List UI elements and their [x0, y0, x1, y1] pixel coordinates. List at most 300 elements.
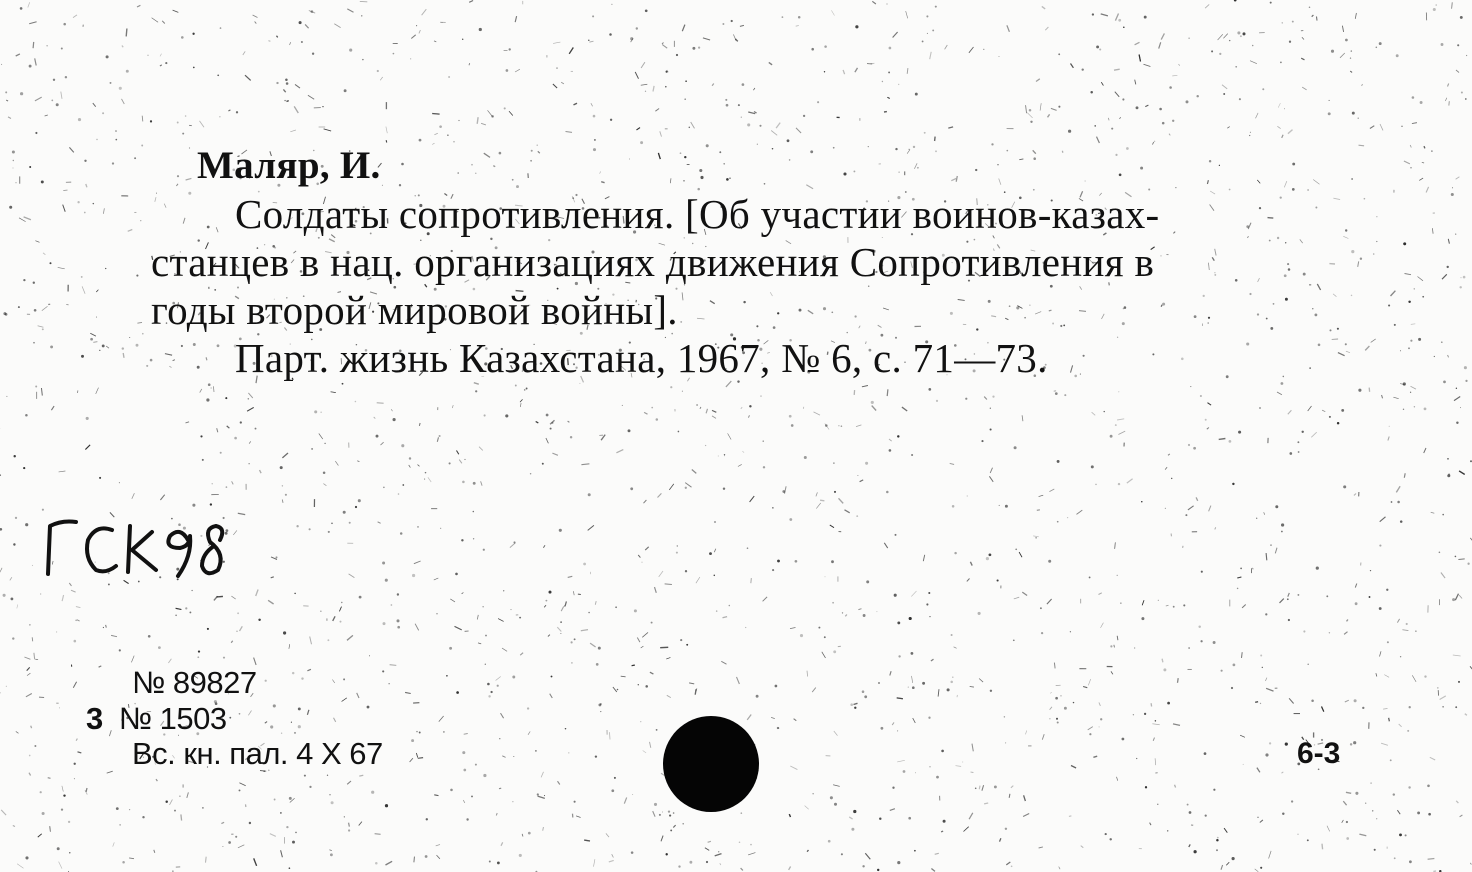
paper-speck [1360, 258, 1362, 260]
paper-speck [1281, 523, 1284, 526]
paper-speck [1005, 742, 1006, 743]
paper-speck [645, 547, 649, 550]
paper-speck [741, 407, 742, 409]
paper-speck [1470, 863, 1471, 865]
paper-speck [410, 758, 413, 762]
paper-speck [29, 755, 31, 757]
paper-speck [1100, 718, 1102, 720]
paper-speck [81, 276, 83, 278]
paper-speck [546, 414, 549, 417]
paper-speck [1042, 734, 1044, 740]
paper-speck [129, 337, 130, 338]
paper-speck [1322, 410, 1325, 412]
paper-speck [1145, 105, 1148, 107]
paper-speck [845, 615, 847, 617]
paper-speck [226, 486, 228, 488]
paper-speck [1096, 45, 1099, 48]
paper-speck [349, 574, 355, 578]
paper-speck [724, 454, 725, 455]
paper-speck [1006, 862, 1010, 865]
paper-speck [274, 799, 276, 801]
paper-speck [295, 832, 297, 834]
paper-speck [1408, 347, 1410, 349]
paper-speck [1050, 707, 1052, 710]
paper-speck [1353, 741, 1356, 744]
paper-speck [887, 97, 889, 98]
paper-speck [1449, 101, 1450, 105]
paper-speck [106, 625, 107, 628]
paper-speck [1391, 291, 1396, 296]
paper-speck [189, 611, 191, 613]
paper-speck [1457, 44, 1459, 46]
paper-speck [1221, 670, 1223, 672]
paper-speck [907, 68, 908, 74]
paper-speck [1396, 54, 1399, 57]
paper-speck [42, 388, 43, 396]
paper-speck [967, 495, 968, 496]
paper-speck [803, 115, 805, 117]
paper-speck [77, 620, 80, 621]
paper-speck [1341, 409, 1344, 412]
paper-speck [481, 123, 486, 125]
paper-speck [789, 518, 792, 521]
paper-speck [1040, 103, 1041, 110]
paper-speck [745, 627, 746, 628]
paper-speck [411, 739, 414, 742]
paper-speck [1111, 671, 1113, 674]
paper-speck [718, 851, 719, 852]
paper-speck [240, 421, 242, 423]
paper-speck [1159, 108, 1162, 111]
paper-speck [59, 862, 62, 869]
paper-speck [181, 345, 183, 347]
paper-speck [892, 722, 894, 725]
paper-speck [1394, 324, 1396, 326]
paper-speck [176, 608, 182, 609]
paper-speck [176, 184, 178, 186]
paper-speck [1165, 508, 1166, 509]
paper-speck [65, 76, 67, 78]
paper-speck [864, 695, 867, 698]
paper-speck [311, 448, 313, 450]
paper-speck [1233, 664, 1236, 667]
paper-speck [790, 766, 797, 770]
paper-speck [763, 466, 765, 468]
paper-speck [147, 55, 148, 56]
paper-speck [382, 562, 385, 565]
paper-speck [6, 396, 7, 397]
paper-speck [447, 134, 449, 136]
paper-speck [804, 456, 807, 459]
paper-speck [1343, 485, 1346, 488]
paper-speck [181, 36, 184, 39]
paper-speck [911, 454, 913, 456]
paper-speck [615, 606, 617, 608]
paper-speck [706, 861, 708, 863]
paper-speck [158, 646, 161, 649]
paper-speck [1397, 501, 1400, 504]
paper-speck [1249, 135, 1250, 136]
paper-speck [789, 867, 791, 870]
paper-speck [1190, 386, 1191, 387]
paper-speck [341, 602, 342, 603]
paper-speck [397, 626, 400, 629]
paper-speck [897, 698, 903, 699]
paper-speck [854, 703, 858, 704]
paper-speck [99, 477, 101, 479]
paper-speck [62, 595, 64, 601]
paper-speck [211, 387, 212, 388]
paper-speck [908, 686, 909, 687]
paper-speck [1265, 613, 1267, 615]
paper-speck [926, 603, 928, 605]
paper-speck [239, 789, 241, 791]
paper-speck [1270, 2, 1272, 4]
paper-speck [50, 826, 51, 832]
paper-speck [1344, 632, 1347, 635]
paper-speck [339, 607, 341, 612]
paper-speck [641, 562, 642, 563]
paper-speck [234, 437, 237, 440]
paper-speck [61, 47, 63, 49]
paper-speck [1039, 847, 1043, 848]
paper-speck [1403, 409, 1404, 410]
paper-speck [347, 635, 353, 640]
paper-speck [1135, 80, 1136, 85]
paper-speck [588, 525, 594, 530]
paper-speck [1410, 392, 1411, 393]
paper-speck [513, 756, 514, 757]
paper-speck [225, 397, 227, 399]
paper-speck [570, 436, 572, 438]
paper-speck [286, 826, 288, 828]
description-line: Солдаты сопротивления. [Об участии воинов-казах- [235, 191, 1160, 237]
paper-speck [1033, 536, 1039, 537]
paper-speck [355, 506, 357, 508]
paper-speck [855, 68, 858, 72]
paper-speck [705, 848, 709, 851]
paper-speck [1424, 448, 1426, 453]
paper-speck [491, 115, 494, 118]
paper-speck [247, 407, 254, 411]
paper-speck [1169, 86, 1172, 89]
paper-speck [294, 732, 296, 734]
paper-speck [217, 74, 219, 76]
paper-speck [560, 621, 562, 623]
paper-speck [464, 734, 468, 735]
paper-speck [5, 91, 7, 93]
paper-speck [496, 813, 497, 815]
paper-speck [59, 707, 60, 708]
paper-speck [1466, 55, 1467, 56]
paper-speck [142, 116, 143, 122]
paper-speck [1064, 394, 1066, 396]
paper-speck [280, 812, 282, 814]
paper-speck [1302, 431, 1304, 433]
paper-speck [419, 423, 420, 426]
paper-speck [924, 132, 926, 134]
paper-speck [371, 791, 374, 794]
paper-speck [1167, 830, 1168, 831]
paper-speck [990, 428, 992, 430]
paper-speck [596, 663, 599, 666]
paper-speck [1088, 679, 1090, 685]
description-line: годы второй мировой войны]. [151, 287, 678, 333]
paper-speck [763, 597, 768, 601]
paper-speck [872, 406, 876, 411]
paper-speck [682, 823, 684, 825]
paper-speck [273, 704, 276, 707]
paper-speck [609, 860, 614, 862]
paper-speck [954, 552, 956, 554]
paper-speck [1428, 813, 1431, 816]
paper-speck [509, 48, 511, 50]
paper-speck [126, 29, 127, 37]
paper-speck [458, 120, 459, 121]
paper-speck [898, 84, 899, 85]
paper-speck [1400, 656, 1401, 657]
paper-speck [645, 91, 646, 92]
paper-speck [344, 89, 347, 92]
paper-speck [13, 160, 14, 161]
paper-speck [152, 18, 159, 23]
paper-speck [249, 441, 251, 443]
paper-speck [650, 672, 654, 674]
paper-speck [1403, 242, 1406, 245]
paper-speck [23, 279, 25, 281]
paper-speck [812, 688, 816, 693]
paper-speck [795, 560, 798, 563]
paper-speck [478, 643, 481, 644]
paper-speck [1187, 804, 1189, 806]
paper-speck [1442, 274, 1447, 279]
paper-speck [822, 652, 826, 658]
paper-speck [150, 120, 152, 122]
paper-speck [789, 814, 790, 817]
paper-speck [1435, 4, 1437, 6]
paper-speck [741, 812, 743, 814]
paper-speck [813, 793, 814, 794]
paper-speck [1442, 706, 1444, 708]
paper-speck [1169, 134, 1170, 136]
paper-speck [249, 822, 251, 824]
paper-speck [1237, 31, 1240, 34]
paper-speck [1411, 324, 1416, 325]
paper-speck [275, 556, 277, 558]
paper-speck [237, 612, 239, 614]
paper-speck [831, 10, 834, 15]
paper-speck [455, 626, 462, 630]
paper-speck [1213, 789, 1215, 791]
paper-speck [684, 98, 686, 100]
paper-speck [1288, 410, 1292, 414]
paper-speck [557, 627, 561, 631]
paper-speck [301, 41, 303, 43]
paper-speck [223, 657, 225, 659]
paper-speck [544, 795, 545, 796]
paper-speck [1, 810, 6, 815]
paper-speck [737, 677, 740, 684]
paper-speck [720, 863, 721, 865]
paper-speck [381, 442, 384, 445]
paper-speck [749, 405, 751, 407]
paper-speck [281, 733, 282, 734]
paper-speck [796, 26, 799, 27]
paper-speck [803, 407, 804, 409]
paper-speck [983, 49, 984, 50]
paper-speck [99, 350, 100, 351]
paper-speck [1179, 64, 1180, 66]
paper-speck [588, 493, 591, 496]
paper-speck [1329, 100, 1330, 101]
paper-speck [248, 711, 251, 716]
paper-speck [119, 482, 120, 483]
paper-speck [283, 631, 286, 634]
paper-speck [898, 655, 900, 657]
paper-speck [538, 796, 545, 798]
paper-speck [510, 609, 511, 610]
paper-speck [897, 861, 900, 864]
paper-speck [93, 203, 94, 204]
paper-speck [872, 1, 876, 4]
paper-speck [965, 398, 967, 400]
paper-speck [160, 65, 162, 66]
paper-speck [141, 145, 143, 147]
paper-speck [552, 453, 558, 455]
paper-speck [1379, 42, 1382, 45]
paper-speck [1092, 412, 1096, 415]
paper-speck [477, 117, 478, 124]
paper-speck [589, 41, 593, 42]
paper-speck [1218, 34, 1223, 40]
paper-speck [477, 615, 478, 620]
paper-speck [102, 112, 104, 114]
paper-speck [1207, 428, 1209, 430]
paper-speck [197, 656, 199, 658]
paper-speck [708, 841, 711, 842]
paper-speck [42, 328, 44, 330]
paper-speck [439, 125, 442, 128]
paper-speck [312, 53, 314, 55]
paper-speck [1250, 61, 1257, 64]
paper-speck [682, 391, 683, 392]
paper-speck [1110, 435, 1113, 438]
paper-speck [111, 635, 117, 636]
paper-speck [473, 538, 474, 539]
paper-speck [769, 62, 772, 64]
paper-speck [1189, 844, 1190, 847]
paper-speck [1231, 687, 1233, 689]
paper-speck [436, 613, 437, 614]
paper-speck [418, 758, 423, 759]
paper-speck [1397, 810, 1400, 814]
paper-speck [479, 447, 483, 451]
paper-speck [612, 854, 614, 857]
paper-speck [641, 84, 648, 85]
paper-speck [718, 455, 719, 456]
paper-speck [676, 552, 678, 554]
paper-speck [1410, 167, 1411, 168]
paper-speck [651, 622, 653, 624]
paper-speck [1441, 43, 1444, 46]
paper-speck [1260, 655, 1262, 657]
paper-speck [943, 820, 946, 823]
paper-speck [1291, 800, 1293, 802]
paper-speck [19, 218, 26, 222]
paper-speck [689, 683, 694, 684]
paper-speck [1317, 17, 1318, 21]
paper-speck [40, 593, 41, 594]
paper-speck [1240, 735, 1245, 737]
paper-speck [1389, 718, 1390, 722]
paper-speck [449, 462, 451, 464]
paper-speck [1388, 437, 1389, 441]
paper-speck [86, 417, 89, 420]
paper-speck [571, 662, 573, 664]
paper-speck [417, 526, 419, 528]
paper-speck [1194, 850, 1197, 853]
paper-speck [499, 788, 501, 789]
paper-speck [1264, 512, 1265, 515]
paper-speck [527, 707, 529, 709]
paper-speck [581, 630, 588, 631]
paper-speck [1463, 276, 1466, 279]
paper-speck [1223, 93, 1225, 95]
paper-speck [705, 445, 706, 446]
paper-speck [1393, 397, 1398, 399]
paper-speck [1432, 228, 1433, 234]
paper-speck [112, 162, 114, 164]
paper-speck [441, 22, 442, 23]
paper-speck [753, 88, 755, 90]
paper-speck [1458, 681, 1460, 683]
paper-speck [908, 817, 911, 820]
paper-speck [1242, 652, 1243, 658]
paper-speck [856, 425, 861, 427]
paper-speck [841, 425, 843, 427]
paper-speck [481, 481, 483, 485]
corner-code: 6-3 [1297, 737, 1341, 770]
paper-speck [513, 541, 515, 543]
paper-speck [882, 81, 883, 82]
paper-speck [182, 133, 184, 135]
paper-speck [1256, 113, 1259, 118]
paper-speck [1376, 216, 1377, 217]
paper-speck [807, 671, 808, 677]
paper-speck [227, 426, 230, 428]
paper-speck [1278, 103, 1280, 108]
paper-speck [1030, 121, 1032, 123]
paper-speck [324, 129, 332, 131]
paper-speck [35, 386, 37, 388]
paper-speck [35, 58, 37, 65]
paper-speck [748, 415, 749, 417]
paper-speck [777, 560, 780, 563]
paper-speck [1383, 709, 1387, 710]
paper-speck [1322, 844, 1323, 850]
paper-speck [845, 510, 850, 513]
paper-speck [1280, 62, 1282, 64]
paper-speck [890, 809, 895, 811]
paper-speck [659, 571, 663, 577]
paper-speck [498, 619, 504, 622]
paper-speck [1151, 703, 1152, 706]
paper-speck [1209, 506, 1211, 512]
paper-speck [796, 128, 801, 133]
paper-speck [1289, 452, 1292, 455]
paper-speck [1280, 599, 1284, 603]
paper-speck [972, 744, 973, 752]
